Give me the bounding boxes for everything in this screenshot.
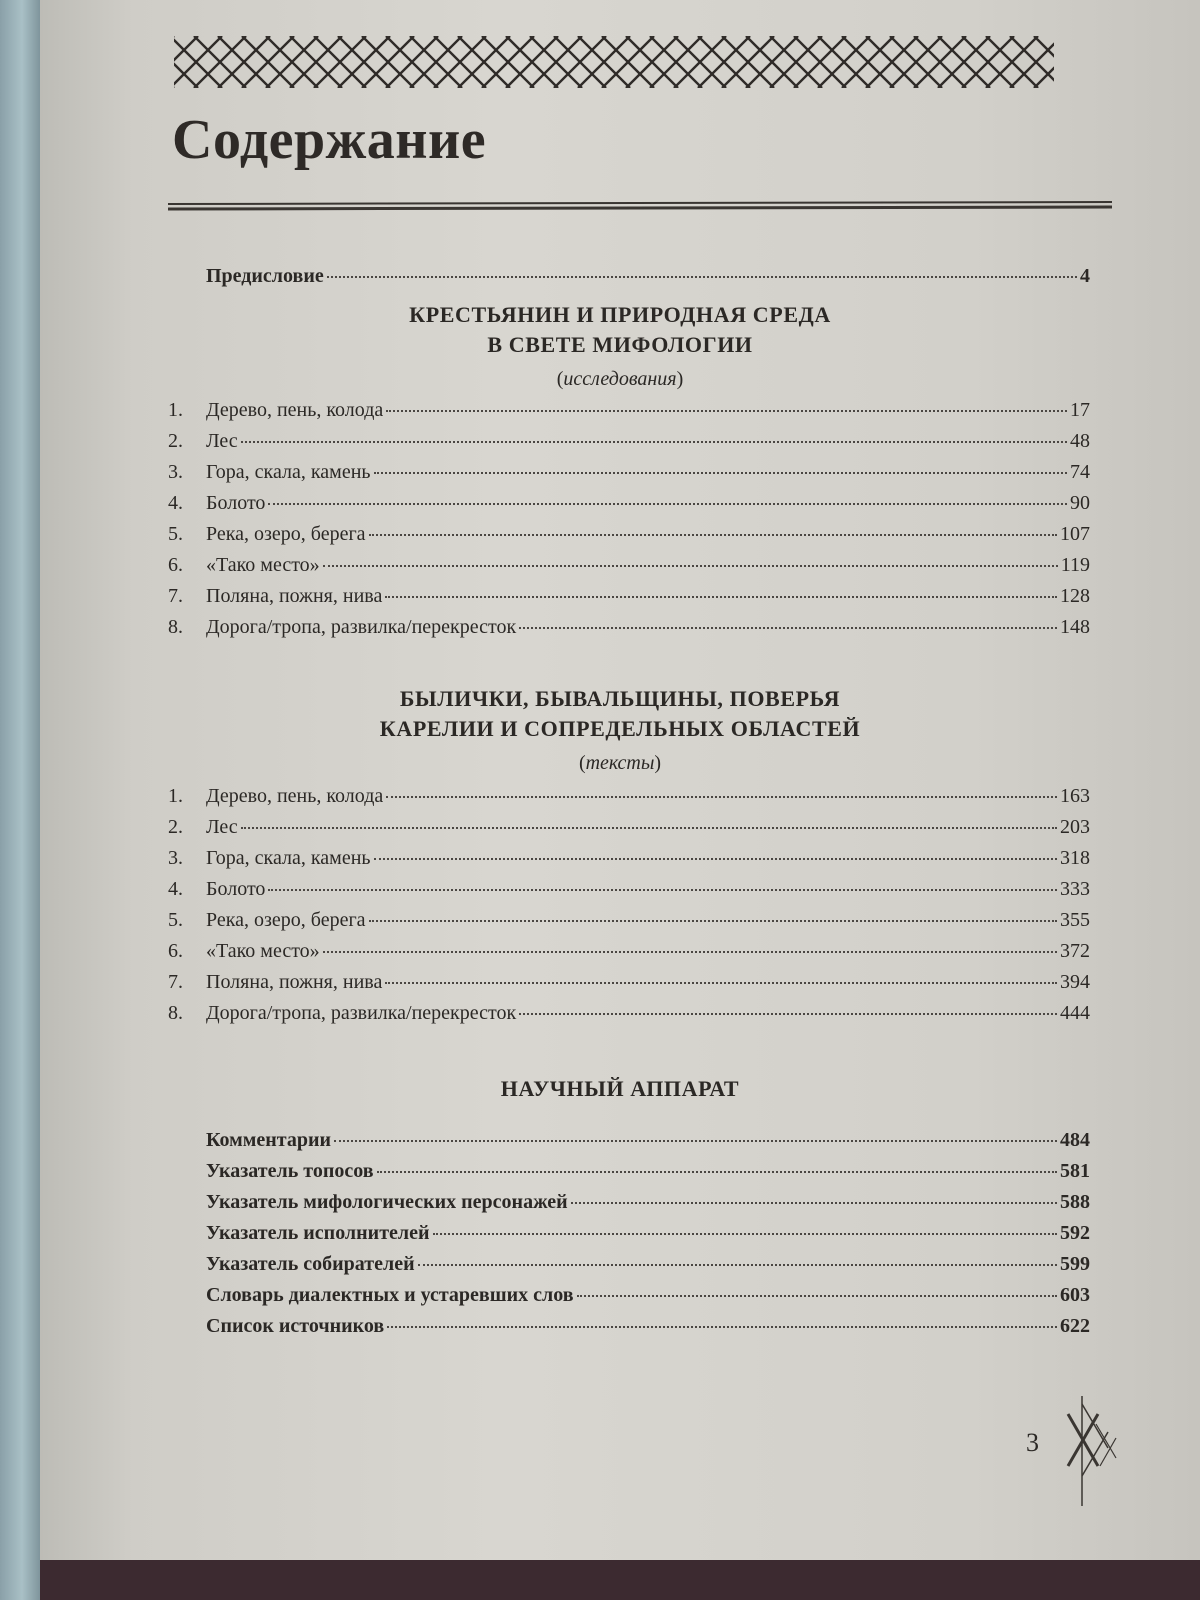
toc-entry-page: 17 — [1070, 399, 1090, 421]
toc-entry — [168, 615, 1090, 639]
leader-dots — [374, 858, 1057, 860]
toc-entry — [168, 460, 1090, 484]
toc-entry-page: 603 — [1060, 1284, 1090, 1306]
toc-entry — [206, 1128, 1090, 1152]
toc-entry-number: 5. — [168, 909, 183, 931]
section-heading — [180, 684, 1060, 744]
leader-dots — [369, 920, 1057, 922]
toc-entry-title: Указатель топосов — [206, 1160, 374, 1182]
toc-entry-number: 3. — [168, 461, 183, 483]
toc-entry-page: 148 — [1060, 616, 1090, 638]
toc-entry-number: 2. — [168, 816, 183, 838]
leader-dots — [241, 441, 1067, 443]
toc-entry — [168, 939, 1090, 963]
toc-entry — [206, 1159, 1090, 1183]
toc-entry-title: Предисловие — [206, 265, 324, 287]
leader-dots — [386, 410, 1067, 412]
leader-dots — [418, 1264, 1057, 1266]
toc-entry-title: Река, озеро, берега — [206, 523, 366, 545]
section-heading-line: В СВЕТЕ МИФОЛОГИИ — [487, 332, 753, 357]
toc-entry-title: Комментарии — [206, 1129, 332, 1151]
toc-entry-title: Лес — [206, 430, 238, 452]
page-number: 3 — [1026, 1428, 1039, 1457]
toc-entry-number: 4. — [168, 878, 183, 900]
toc-entry-number: 2. — [168, 430, 183, 452]
toc-entry-title: Гора, скала, камень — [206, 847, 371, 869]
toc-entry-preface — [206, 264, 1090, 288]
toc-entry-number: 1. — [168, 785, 183, 807]
section-subtitle-text: тексты — [585, 752, 655, 774]
toc-entry — [206, 1252, 1090, 1276]
section-heading-line: КАРЕЛИИ И СОПРЕДЕЛЬНЫХ ОБЛАСТЕЙ — [379, 716, 861, 741]
toc-entry — [206, 1190, 1090, 1214]
toc-entry-number: 4. — [168, 492, 183, 514]
leader-dots — [268, 503, 1067, 505]
section-heading-line: КРЕСТЬЯНИН И ПРИРОДНАЯ СРЕДА — [409, 302, 831, 327]
toc-entry-number: 7. — [168, 971, 183, 993]
toc-entry — [168, 784, 1090, 808]
toc-entry-title: Болото — [206, 878, 266, 900]
leader-dots — [386, 796, 1057, 798]
toc-entry-title: Дорога/тропа, развилка/перекресток — [206, 1002, 517, 1024]
section-heading — [180, 300, 1060, 360]
toc-entry-number: 5. — [168, 523, 183, 545]
toc-entry — [168, 553, 1090, 577]
book-spine-edge — [0, 0, 40, 1600]
toc-entry-page: 119 — [1060, 554, 1090, 576]
toc-entry-number: 8. — [168, 1002, 183, 1024]
page-title: Содержание — [172, 109, 487, 171]
toc-entry-title: Поляна, пожня, нива — [206, 971, 383, 993]
toc-entry-number: 8. — [168, 616, 183, 638]
leader-dots — [385, 596, 1057, 598]
toc-entry-title: Указатель исполнителей — [206, 1222, 430, 1244]
toc-entry — [206, 1221, 1090, 1245]
toc-entry-title: Дорога/тропа, развилка/перекресток — [206, 616, 517, 638]
toc-entry-title: Указатель собирателей — [206, 1253, 415, 1275]
leader-dots — [241, 827, 1057, 829]
toc-entry-title: Река, озеро, берега — [206, 909, 366, 931]
toc-entry-title: Список источников — [206, 1315, 385, 1337]
toc-entry-page: 588 — [1060, 1191, 1090, 1213]
leader-dots — [385, 982, 1057, 984]
toc-entry-title: Дерево, пень, колода — [206, 785, 384, 807]
toc-entry — [168, 398, 1090, 422]
toc-entry-page: 74 — [1070, 461, 1090, 483]
leader-dots — [323, 565, 1058, 567]
toc-entry — [168, 877, 1090, 901]
leader-dots — [577, 1295, 1057, 1297]
toc-entry-page: 107 — [1060, 523, 1090, 545]
toc-entry-number: 3. — [168, 847, 183, 869]
toc-entry — [168, 429, 1090, 453]
toc-entry-title: Болото — [206, 492, 266, 514]
toc-entry-page: 90 — [1070, 492, 1090, 514]
toc-entry-number: 6. — [168, 940, 183, 962]
lattice-ornament-icon — [174, 36, 1054, 88]
book-page — [40, 0, 1200, 1560]
leader-dots — [387, 1326, 1057, 1328]
toc-entry-title: Словарь диалектных и устаревших слов — [206, 1284, 574, 1306]
toc-entry-title: Дерево, пень, колода — [206, 399, 384, 421]
toc-entry-page: 599 — [1060, 1253, 1090, 1275]
leader-dots — [374, 472, 1067, 474]
leader-dots — [519, 627, 1057, 629]
leader-dots — [571, 1202, 1057, 1204]
toc-entry-page: 318 — [1060, 847, 1090, 869]
toc-entry-page: 128 — [1060, 585, 1090, 607]
toc-entry-page: 484 — [1060, 1129, 1090, 1151]
toc-entry — [168, 522, 1090, 546]
toc-entry-title: «Тако место» — [206, 940, 320, 962]
toc-entry-page: 48 — [1070, 430, 1090, 452]
toc-entry — [168, 1001, 1090, 1025]
toc-entry-page: 394 — [1060, 971, 1090, 993]
section-subtitle: (тексты) — [578, 752, 662, 774]
leader-dots — [369, 534, 1057, 536]
toc-entry-page: 372 — [1060, 940, 1090, 962]
corner-ornament-icon — [1064, 1396, 1124, 1506]
toc-entry — [168, 846, 1090, 870]
toc-entry-page: 592 — [1060, 1222, 1090, 1244]
toc-entry — [168, 584, 1090, 608]
toc-entry-title: Гора, скала, камень — [206, 461, 371, 483]
leader-dots — [519, 1013, 1057, 1015]
toc-entry-title: Указатель мифологических персонажей — [206, 1191, 568, 1213]
leader-dots — [433, 1233, 1057, 1235]
section-subtitle-text: исследования — [563, 368, 677, 390]
toc-entry — [168, 491, 1090, 515]
toc-entry-number: 6. — [168, 554, 183, 576]
toc-entry-title: Поляна, пожня, нива — [206, 585, 383, 607]
toc-entry-page: 203 — [1060, 816, 1090, 838]
toc-entry-title: «Тако место» — [206, 554, 320, 576]
toc-entry-page: 333 — [1060, 878, 1090, 900]
toc-entry-page: 444 — [1060, 1002, 1090, 1024]
toc-entry-number: 1. — [168, 399, 183, 421]
section-heading — [180, 1074, 1060, 1104]
section-subtitle: (исследования) — [556, 368, 684, 390]
leader-dots — [334, 1140, 1057, 1142]
leader-dots — [323, 951, 1057, 953]
toc-entry-page: 355 — [1060, 909, 1090, 931]
toc-entry-page: 163 — [1060, 785, 1090, 807]
leader-dots — [268, 889, 1057, 891]
leader-dots — [377, 1171, 1057, 1173]
toc-entry — [206, 1314, 1090, 1338]
toc-entry-number: 7. — [168, 585, 183, 607]
toc-entry-page: 4 — [1080, 265, 1090, 287]
section-heading-line: БЫЛИЧКИ, БЫВАЛЬЩИНЫ, ПОВЕРЬЯ — [399, 686, 841, 711]
toc-entry — [168, 908, 1090, 932]
toc-entry — [168, 815, 1090, 839]
toc-entry-page: 581 — [1060, 1160, 1090, 1182]
section-heading-line: НАУЧНЫЙ АППАРАТ — [500, 1076, 740, 1101]
toc-entry-title: Лес — [206, 816, 238, 838]
toc-entry-page: 622 — [1060, 1315, 1090, 1337]
toc-entry — [168, 970, 1090, 994]
toc-entry — [206, 1283, 1090, 1307]
leader-dots — [327, 276, 1077, 278]
title-rule — [168, 200, 1112, 214]
